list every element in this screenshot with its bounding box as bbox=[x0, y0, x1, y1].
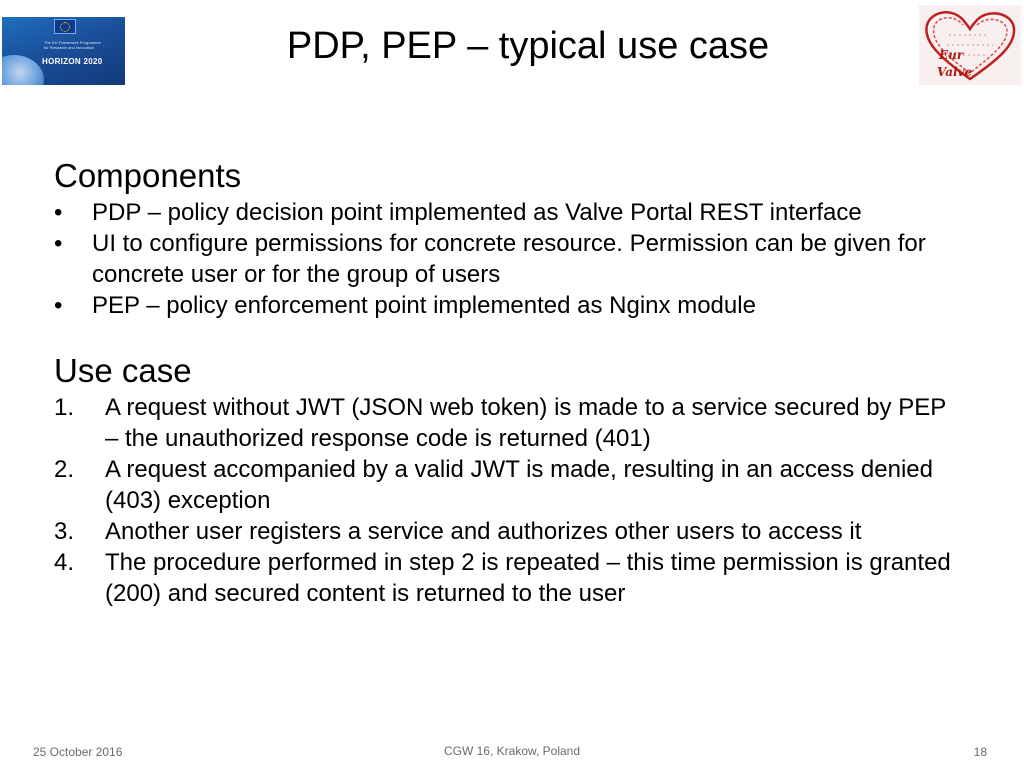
list-item bbox=[54, 197, 954, 228]
logo-brand-text: HORIZON 2020 bbox=[42, 57, 103, 66]
list-item-text: PEP – policy enforcement point implemented as Nginx module bbox=[92, 292, 756, 319]
logo-line-valve: Valve bbox=[937, 65, 973, 79]
number-marker: 4. bbox=[54, 549, 75, 576]
bullet-marker: • bbox=[54, 199, 63, 226]
logo-small-text: The EU Framework Programme for Research and Innovation bbox=[44, 40, 101, 50]
footer-date: 25 October 2016 bbox=[33, 745, 123, 759]
list-item-text: UI to configure permissions for concrete resource. Permission can be given for concrete user or for the group of users bbox=[92, 230, 926, 288]
list-item bbox=[54, 290, 954, 321]
number-marker: 1. bbox=[54, 394, 75, 421]
list-item-text: A request accompanied by a valid JWT is made, resulting in an access denied (403) exception bbox=[105, 456, 933, 514]
list-item-text: Another user registers a service and authorizes other users to access it bbox=[105, 518, 862, 545]
components-list bbox=[54, 197, 954, 321]
list-item bbox=[54, 454, 954, 516]
page-title: PDP, PEP – typical use case bbox=[286, 25, 770, 67]
list-item bbox=[54, 392, 954, 454]
number-marker: 2. bbox=[54, 456, 75, 483]
list-item bbox=[54, 547, 954, 609]
footer-event: CGW 16, Krakow, Poland bbox=[443, 744, 581, 758]
list-item-text: The procedure performed in step 2 is repeated – this time permission is granted (200) and secured content is returned to the user bbox=[105, 549, 951, 607]
use-case-list bbox=[54, 392, 954, 609]
logo-line-eur: Eur bbox=[939, 48, 964, 62]
list-item-text: A request without JWT (JSON web token) is made to a service secured by PEP – the unauthorized response code is returned (401) bbox=[105, 394, 946, 452]
eurvalve-heart-logo bbox=[919, 5, 1021, 85]
page-number: 18 bbox=[973, 745, 987, 759]
bullet-marker: • bbox=[54, 292, 63, 319]
list-item bbox=[54, 228, 954, 290]
number-marker: 3. bbox=[54, 518, 75, 545]
components-heading: Components bbox=[54, 157, 242, 194]
use-case-heading: Use case bbox=[54, 352, 192, 389]
list-item-text: PDP – policy decision point implemented as Valve Portal REST interface bbox=[92, 199, 862, 226]
list-item bbox=[54, 516, 954, 547]
bullet-marker: • bbox=[54, 230, 63, 257]
